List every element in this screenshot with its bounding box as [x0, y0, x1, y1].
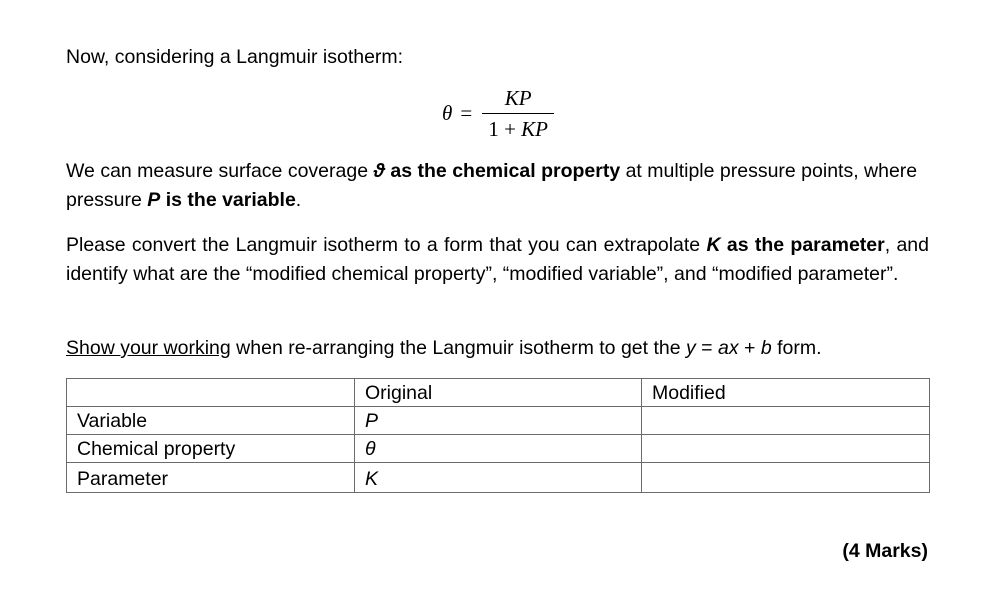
p2-text-1: Please convert the Langmuir isotherm to a form that you can extrapolate: [66, 234, 707, 256]
fraction-numerator: KP: [504, 86, 532, 110]
marks-label: (4 Marks): [842, 540, 928, 562]
row-label-parameter: Parameter: [67, 463, 355, 493]
p1-bold-chemical-property: as the chemical property: [385, 160, 621, 182]
header-original: Original: [355, 379, 642, 407]
p3-plus: +: [738, 337, 761, 359]
p3-b: b: [760, 337, 772, 359]
paragraph-working: [66, 334, 929, 363]
p1-text-3: .: [295, 189, 302, 211]
langmuir-equation: [442, 86, 554, 141]
equation-theta: θ: [442, 101, 453, 125]
answer-table: [66, 378, 930, 493]
row-label-chemical-property: Chemical property: [67, 435, 355, 463]
p3-text-1: when re-arranging the Langmuir isotherm to get the: [230, 337, 687, 359]
table-header-row: [67, 379, 930, 407]
theta-symbol: ϑ: [373, 160, 385, 182]
show-working-underlined: Show your working: [66, 337, 231, 359]
p2-text-2: , and identify what are the “modified chemical property”, “modified variable”, and “modified parameter”.: [66, 234, 929, 285]
paragraph-measurement: [66, 157, 929, 215]
cell-modified-variable[interactable]: [642, 407, 930, 435]
table-row: [67, 463, 930, 493]
p2-bold-parameter: as the parameter: [720, 234, 885, 256]
cell-original-chemical-property: θ: [355, 435, 642, 463]
header-modified: Modified: [642, 379, 930, 407]
p2-k-symbol: K: [706, 234, 721, 256]
equation-equals: =: [460, 101, 473, 125]
p1-bold-variable: is the variable: [160, 189, 296, 211]
fraction-denominator: [488, 114, 548, 141]
p1-text-1: We can measure surface coverage: [66, 160, 374, 182]
cell-modified-parameter[interactable]: [642, 463, 930, 493]
equation-fraction: [482, 86, 554, 141]
table-row: [67, 407, 930, 435]
paragraph-instructions: [66, 231, 929, 289]
p3-ax: ax: [718, 337, 739, 359]
p3-equals: =: [695, 337, 718, 359]
cell-original-parameter: K: [355, 463, 642, 493]
p3-text-end: form.: [771, 337, 822, 359]
header-empty: [67, 379, 355, 407]
p1-pressure-symbol: P: [147, 189, 161, 211]
p3-y: y: [686, 337, 696, 359]
denominator-plus: +: [498, 117, 522, 141]
table-row: [67, 435, 930, 463]
denominator-kp: KP: [521, 117, 549, 141]
p1-text-2: at multiple pressure points, where pressure: [66, 160, 918, 211]
denominator-one: 1: [488, 117, 499, 141]
cell-modified-chemical-property[interactable]: [642, 435, 930, 463]
cell-original-variable: P: [355, 407, 642, 435]
intro-text: Now, considering a Langmuir isotherm:: [66, 46, 404, 68]
row-label-variable: Variable: [67, 407, 355, 435]
